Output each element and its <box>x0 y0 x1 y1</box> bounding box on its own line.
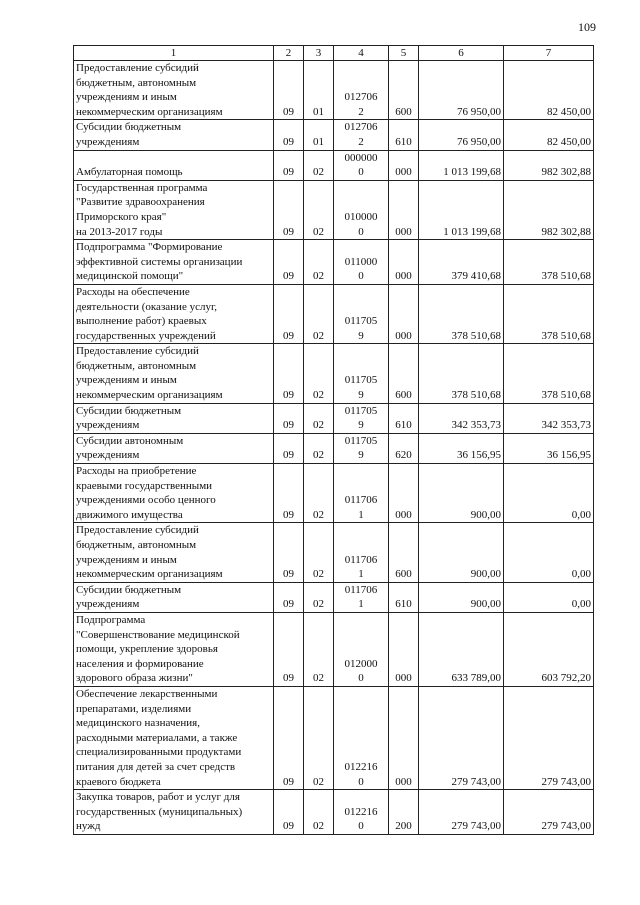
amount-year-1: 378 510,68 <box>419 284 504 343</box>
row-name: Субсидии бюджетным учреждениям <box>74 403 274 433</box>
expense-type-code: 000 <box>389 686 419 789</box>
table-row <box>74 61 594 120</box>
section-code: 09 <box>274 150 304 180</box>
row-name: Подпрограмма "Совершенствование медицинской помощи, укрепление здоровья населения и формирование здорового образа жизни" <box>74 612 274 686</box>
section-code: 09 <box>274 464 304 523</box>
table-row <box>74 790 594 835</box>
expense-type-code: 610 <box>389 403 419 433</box>
amount-year-2: 982 302,88 <box>504 180 594 239</box>
expense-type-code: 000 <box>389 150 419 180</box>
target-article-code: 012706 2 <box>334 120 389 150</box>
amount-year-2: 36 156,95 <box>504 433 594 463</box>
subsection-code: 02 <box>304 284 334 343</box>
target-article-code: 011706 1 <box>334 464 389 523</box>
row-name: Субсидии бюджетным учреждениям <box>74 582 274 612</box>
subsection-code: 02 <box>304 523 334 582</box>
amount-year-2: 0,00 <box>504 464 594 523</box>
column-header-7: 7 <box>504 46 594 61</box>
subsection-code: 02 <box>304 403 334 433</box>
subsection-code: 02 <box>304 433 334 463</box>
subsection-code: 02 <box>304 344 334 403</box>
table-row <box>74 464 594 523</box>
amount-year-2: 603 792,20 <box>504 612 594 686</box>
amount-year-1: 279 743,00 <box>419 686 504 789</box>
amount-year-2: 279 743,00 <box>504 686 594 789</box>
table-row <box>74 284 594 343</box>
subsection-code: 02 <box>304 790 334 835</box>
amount-year-2: 342 353,73 <box>504 403 594 433</box>
expense-type-code: 200 <box>389 790 419 835</box>
expense-type-code: 000 <box>389 612 419 686</box>
expense-type-code: 000 <box>389 464 419 523</box>
row-name: Субсидии бюджетным учреждениям <box>74 120 274 150</box>
target-article-code: 000000 0 <box>334 150 389 180</box>
target-article-code: 011705 9 <box>334 403 389 433</box>
section-code: 09 <box>274 403 304 433</box>
table-row <box>74 403 594 433</box>
row-name: Расходы на обеспечение деятельности (оказание услуг, выполнение работ) краевых государственных учреждений <box>74 284 274 343</box>
amount-year-2: 378 510,68 <box>504 284 594 343</box>
subsection-code: 01 <box>304 61 334 120</box>
column-header-1: 1 <box>74 46 274 61</box>
amount-year-1: 76 950,00 <box>419 61 504 120</box>
section-code: 09 <box>274 582 304 612</box>
row-name: Предоставление субсидий бюджетным, автономным учреждениям и иным некоммерческим организациям <box>74 344 274 403</box>
row-name: Государственная программа "Развитие здравоохранения Приморского края" на 2013-2017 годы <box>74 180 274 239</box>
target-article-code: 011706 1 <box>334 523 389 582</box>
expense-type-code: 600 <box>389 61 419 120</box>
amount-year-1: 1 013 199,68 <box>419 150 504 180</box>
section-code: 09 <box>274 240 304 285</box>
amount-year-1: 633 789,00 <box>419 612 504 686</box>
target-article-code: 012216 0 <box>334 686 389 789</box>
amount-year-1: 900,00 <box>419 523 504 582</box>
row-name: Субсидии автономным учреждениям <box>74 433 274 463</box>
amount-year-2: 82 450,00 <box>504 61 594 120</box>
expense-type-code: 000 <box>389 240 419 285</box>
subsection-code: 02 <box>304 240 334 285</box>
expense-type-code: 610 <box>389 120 419 150</box>
amount-year-1: 900,00 <box>419 582 504 612</box>
amount-year-2: 279 743,00 <box>504 790 594 835</box>
row-name: Расходы на приобретение краевыми государственными учреждениями особо ценного движимого имущества <box>74 464 274 523</box>
table-row <box>74 180 594 239</box>
subsection-code: 02 <box>304 464 334 523</box>
amount-year-1: 379 410,68 <box>419 240 504 285</box>
section-code: 09 <box>274 433 304 463</box>
amount-year-1: 342 353,73 <box>419 403 504 433</box>
expense-type-code: 000 <box>389 180 419 239</box>
amount-year-2: 0,00 <box>504 523 594 582</box>
amount-year-1: 76 950,00 <box>419 120 504 150</box>
expense-type-code: 600 <box>389 523 419 582</box>
target-article-code: 011705 9 <box>334 433 389 463</box>
column-header-4: 4 <box>334 46 389 61</box>
amount-year-1: 279 743,00 <box>419 790 504 835</box>
section-code: 09 <box>274 523 304 582</box>
table-row <box>74 582 594 612</box>
subsection-code: 02 <box>304 686 334 789</box>
section-code: 09 <box>274 284 304 343</box>
table-row <box>74 344 594 403</box>
table-row <box>74 120 594 150</box>
amount-year-2: 378 510,68 <box>504 240 594 285</box>
subsection-code: 02 <box>304 150 334 180</box>
subsection-code: 02 <box>304 582 334 612</box>
section-code: 09 <box>274 61 304 120</box>
amount-year-2: 0,00 <box>504 582 594 612</box>
table-row <box>74 240 594 285</box>
expense-type-code: 000 <box>389 284 419 343</box>
target-article-code: 011706 1 <box>334 582 389 612</box>
table-row <box>74 523 594 582</box>
target-article-code: 011705 9 <box>334 344 389 403</box>
expense-type-code: 600 <box>389 344 419 403</box>
section-code: 09 <box>274 344 304 403</box>
section-code: 09 <box>274 790 304 835</box>
row-name: Амбулаторная помощь <box>74 150 274 180</box>
target-article-code: 010000 0 <box>334 180 389 239</box>
amount-year-2: 378 510,68 <box>504 344 594 403</box>
row-name: Закупка товаров, работ и услуг для государственных (муниципальных) нужд <box>74 790 274 835</box>
column-header-2: 2 <box>274 46 304 61</box>
table-row <box>74 150 594 180</box>
page-number: 109 <box>578 20 596 34</box>
target-article-code: 011000 0 <box>334 240 389 285</box>
amount-year-2: 82 450,00 <box>504 120 594 150</box>
row-name: Предоставление субсидий бюджетным, автономным учреждениям и иным некоммерческим организациям <box>74 61 274 120</box>
amount-year-1: 378 510,68 <box>419 344 504 403</box>
table-row <box>74 686 594 789</box>
expense-type-code: 610 <box>389 582 419 612</box>
column-header-6: 6 <box>419 46 504 61</box>
table-row <box>74 433 594 463</box>
amount-year-1: 900,00 <box>419 464 504 523</box>
amount-year-1: 1 013 199,68 <box>419 180 504 239</box>
column-header-5: 5 <box>389 46 419 61</box>
subsection-code: 01 <box>304 120 334 150</box>
table-header-row <box>74 46 594 61</box>
target-article-code: 012000 0 <box>334 612 389 686</box>
section-code: 09 <box>274 612 304 686</box>
row-name: Предоставление субсидий бюджетным, автономным учреждениям и иным некоммерческим организациям <box>74 523 274 582</box>
table-row <box>74 612 594 686</box>
subsection-code: 02 <box>304 180 334 239</box>
amount-year-2: 982 302,88 <box>504 150 594 180</box>
target-article-code: 012216 0 <box>334 790 389 835</box>
section-code: 09 <box>274 686 304 789</box>
budget-table <box>73 45 594 835</box>
row-name: Подпрограмма "Формирование эффективной системы организации медицинской помощи" <box>74 240 274 285</box>
section-code: 09 <box>274 120 304 150</box>
target-article-code: 011705 9 <box>334 284 389 343</box>
column-header-3: 3 <box>304 46 334 61</box>
table-body <box>74 61 594 835</box>
section-code: 09 <box>274 180 304 239</box>
target-article-code: 012706 2 <box>334 61 389 120</box>
expense-type-code: 620 <box>389 433 419 463</box>
subsection-code: 02 <box>304 612 334 686</box>
amount-year-1: 36 156,95 <box>419 433 504 463</box>
row-name: Обеспечение лекарственными препаратами, изделиями медицинского назначения, расходными материалами, а также специализированными продуктами питания для детей за счет средств краевого бюджета <box>74 686 274 789</box>
